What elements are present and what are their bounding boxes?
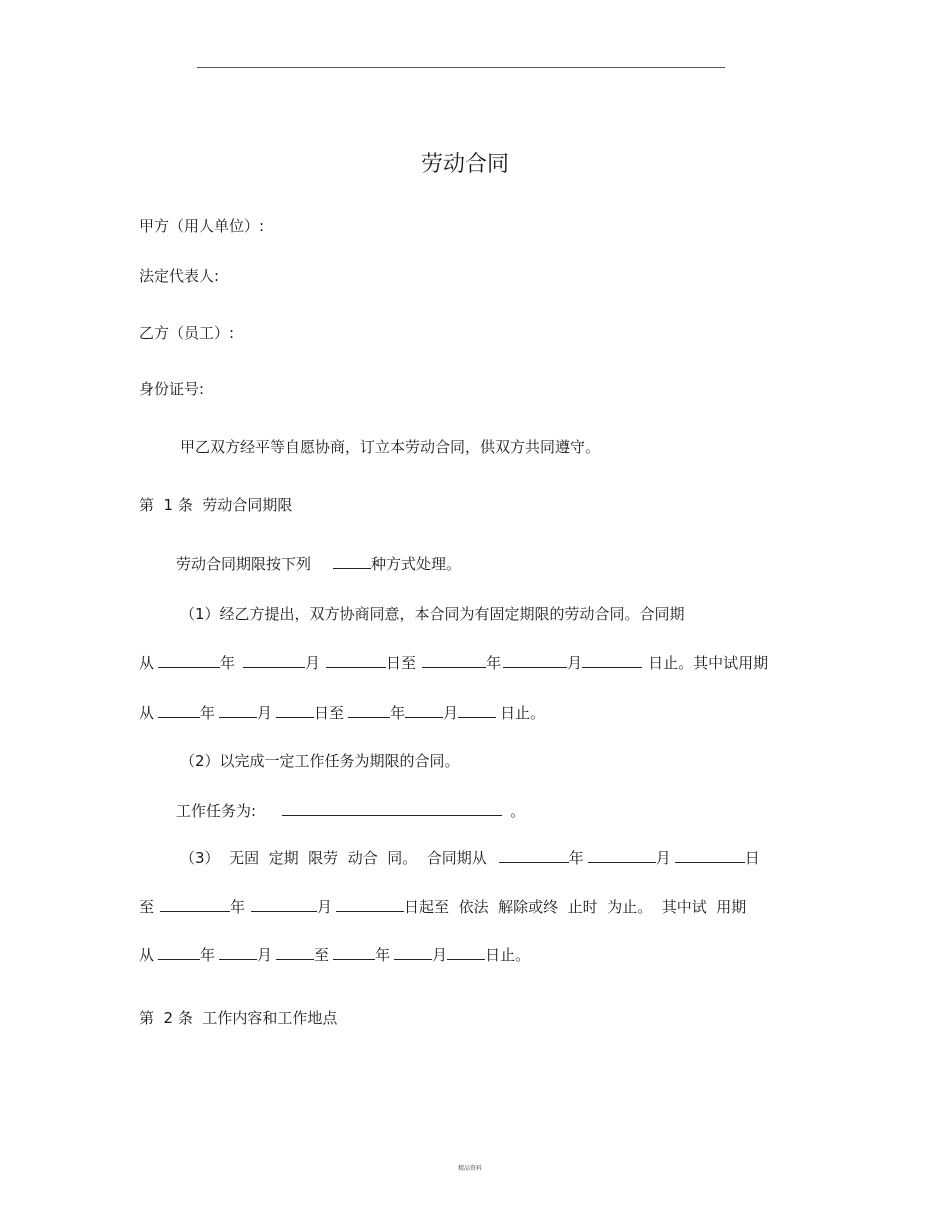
term-method-line [176,554,461,574]
year-label: 年 [230,898,246,916]
year-label: 年 [200,704,216,722]
blank-month [251,897,317,912]
blank-year [348,703,390,718]
month-label: 月 [443,704,459,722]
contract-period-line [139,653,768,673]
work-task-end: 。 [510,802,526,820]
clause-3-line-3 [139,945,530,965]
end-label: 日止。 [500,704,546,722]
clause-3-line-2 [139,897,746,917]
from-label: 从 [139,654,155,672]
blank-month [588,848,656,863]
blank-day [326,653,386,668]
month-label: 月 [257,946,273,964]
header-rule [197,67,725,68]
month-label: 月 [432,946,448,964]
blank-year [158,945,200,960]
term-method-intro: 劳动合同期限按下列 [176,555,312,573]
day-to-label: 日至 [314,704,345,722]
month-label: 月 [567,654,583,672]
footer-watermark: 精品资料 [457,1165,482,1172]
blank-month [243,653,305,668]
blank-day [675,848,745,863]
month-label: 月 [305,654,321,672]
month-label: 月 [655,849,671,867]
month-label: 月 [257,704,273,722]
year-label: 年 [486,654,502,672]
blank-method [333,554,371,569]
year-label: 年 [220,654,236,672]
blank-day [458,703,496,718]
blank-day [276,945,314,960]
from-label: 从 [139,704,155,722]
term-method-suffix: 种方式处理。 [371,555,462,573]
blank-year [333,945,375,960]
article-1-heading: 第 1 条 劳动合同期限 [139,496,293,514]
party-a-label: 甲方（用人单位）: [139,217,265,235]
end-label: 日止。 [485,946,531,964]
blank-month [405,703,443,718]
end-trial-label: 日止。其中试用期 [648,654,769,672]
work-task-label: 工作任务为: [176,802,257,820]
year-label: 年 [390,704,406,722]
document-title: 劳动合同 [420,152,509,177]
work-task-line [176,801,525,821]
legal-rep-label: 法定代表人: [139,267,220,285]
blank-year [158,653,220,668]
clause-3-text: （3） 无固 定期 限劳 动合 同。 合同期从 [180,849,487,867]
year-label: 年 [568,849,584,867]
clause-2-text: （2）以完成一定工作任务为期限的合同。 [180,752,460,770]
day-label: 日 [744,849,760,867]
preamble: 甲乙双方经平等自愿协商，订立本劳动合同，供双方共同遵守。 [180,438,601,456]
blank-year [158,703,200,718]
clause-1-text: （1）经乙方提出，双方协商同意，本合同为有固定期限的劳动合同。合同期 [180,605,685,623]
blank-work-task [282,801,502,816]
clause-3-continuation: 日起至 依法 解除或终 止时 为止。 其中试 用期 [404,898,747,916]
blank-month [394,945,432,960]
blank-year [499,848,569,863]
blank-day [582,653,642,668]
year-label: 年 [375,946,391,964]
blank-day [276,703,314,718]
article-2-heading: 第 2 条 工作内容和工作地点 [139,1009,338,1027]
to-label: 至 [139,898,155,916]
blank-month [503,653,567,668]
party-b-label: 乙方（员工）: [139,324,235,342]
blank-year [160,897,230,912]
day-to-label: 日至 [386,654,417,672]
blank-year [422,653,486,668]
month-label: 月 [317,898,333,916]
blank-month [219,945,257,960]
id-number-label: 身份证号: [139,380,205,398]
clause-3-line-1 [180,848,760,868]
trial-period-line [139,703,545,723]
year-label: 年 [200,946,216,964]
blank-day [447,945,485,960]
blank-day [336,897,404,912]
to-label: 至 [314,946,330,964]
blank-month [219,703,257,718]
from-label: 从 [139,946,155,964]
